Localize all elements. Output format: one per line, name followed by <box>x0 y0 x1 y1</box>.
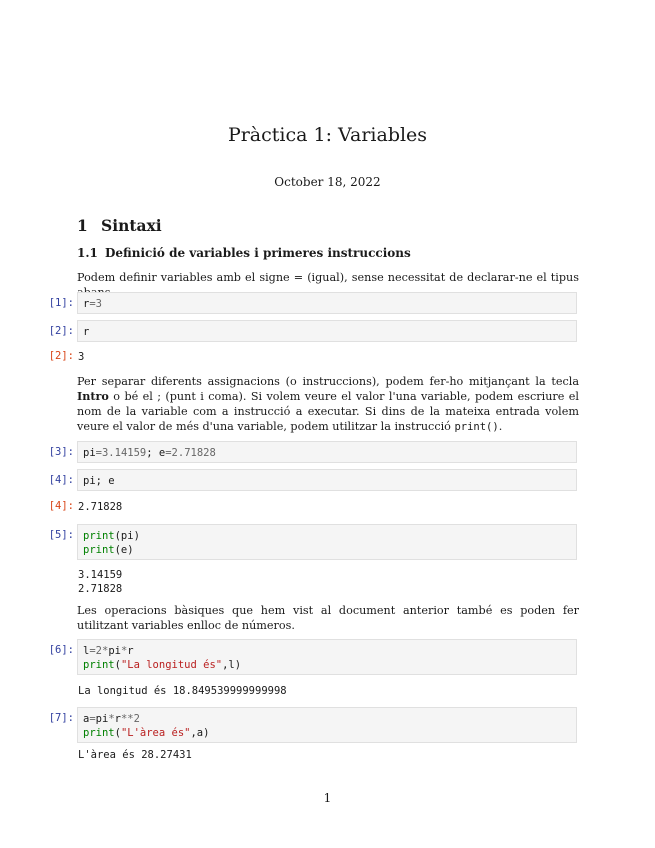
code-token: 2.71828 <box>171 447 216 459</box>
subsection-heading <box>77 246 411 260</box>
code-cell-3[interactable] <box>77 441 577 463</box>
paragraph-text: Per separar diferents assignacions (o instruccions), podem fer-ho mitjançant la tecla <box>77 375 579 388</box>
code-token: r <box>114 713 121 725</box>
code-token: 3.14159 <box>101 447 147 459</box>
code-token: r <box>127 645 134 657</box>
code-token: = <box>89 713 96 725</box>
inline-code: print() <box>454 421 499 433</box>
code-token: "La longitud és" <box>120 659 223 671</box>
output-text-4: 2.71828 <box>78 501 123 513</box>
output-prompt-4: [4]: <box>48 500 74 512</box>
code-token: = <box>89 645 96 657</box>
paragraph-operations: Les operacions bàsiques que hem vist al document anterior també es poden fer utilitzant variables enlloc de números. <box>77 604 579 632</box>
document-title: Pràctica 1: Variables <box>227 124 428 146</box>
code-cell-4[interactable] <box>77 469 577 491</box>
code-token: a <box>83 713 90 725</box>
code-token: ** <box>120 713 134 725</box>
paragraph-text: . <box>498 420 503 433</box>
code-token: ( <box>114 659 121 671</box>
code-token: ,l) <box>222 659 242 671</box>
code-token: (e) <box>114 544 134 556</box>
paragraph-separators <box>77 374 579 435</box>
code-token: * <box>120 645 128 657</box>
paragraph-intro: Podem definir variables amb el signe = (igual), sense necessitat de declarar-ne el tipus <box>77 271 579 284</box>
input-prompt-2: [2]: <box>48 325 74 337</box>
code-token: = <box>95 447 102 459</box>
output-text-2: 3 <box>78 351 85 363</box>
input-prompt-1: [1]: <box>48 297 74 309</box>
code-cell-5[interactable] <box>77 524 577 560</box>
code-token: pi; e <box>83 475 115 487</box>
code-cell-7[interactable] <box>77 707 577 743</box>
code-token: l <box>83 645 90 657</box>
code-token: r <box>83 326 90 338</box>
code-token: ; e <box>146 447 166 459</box>
code-token: pi <box>83 447 96 459</box>
code-token: = <box>89 298 96 310</box>
key-name: Intro <box>77 389 109 403</box>
section-number: 1 <box>77 216 88 235</box>
code-token: 2 <box>133 713 140 725</box>
paragraph-text: o bé el ; (punt i coma). Si volem veure el valor l'una variable, podem escriure el nom de la variable com a instrucció a executar. Si dins de la mateixa entrada volem veure el valor de més d'una variable, podem utilitzar la instrucció <box>77 390 579 433</box>
code-token: r <box>83 298 90 310</box>
output-prompt-2: [2]: <box>48 350 74 362</box>
document-date: October 18, 2022 <box>274 175 381 189</box>
input-prompt-7: [7]: <box>48 712 74 724</box>
input-prompt-5: [5]: <box>48 529 74 541</box>
code-token: 3 <box>95 298 102 310</box>
code-token: pi <box>108 645 121 657</box>
code-token: "L'àrea és" <box>120 727 191 739</box>
code-token: print <box>83 530 115 542</box>
output-text-5: 3.14159 2.71828 <box>78 569 123 595</box>
code-token: pi <box>95 713 109 725</box>
code-token: (pi) <box>114 530 140 542</box>
code-token: print <box>83 727 115 739</box>
section-title: Sintaxi <box>101 216 162 235</box>
output-text-6: La longitud és 18.849539999999998 <box>78 685 287 697</box>
code-cell-6[interactable] <box>77 639 577 675</box>
code-token: ( <box>114 727 121 739</box>
code-token: print <box>83 659 115 671</box>
input-prompt-6: [6]: <box>48 644 74 656</box>
code-token: print <box>83 544 115 556</box>
code-token: * <box>108 713 115 725</box>
code-token: ,a) <box>190 727 210 739</box>
subsection-number: 1.1 <box>77 246 98 260</box>
section-heading <box>77 216 162 235</box>
output-text-7: L'àrea és 28.27431 <box>78 749 192 761</box>
code-token: 2 <box>95 645 102 657</box>
code-cell-1[interactable] <box>77 292 577 314</box>
code-token: * <box>101 645 109 657</box>
input-prompt-4: [4]: <box>48 474 74 486</box>
input-prompt-3: [3]: <box>48 446 74 458</box>
subsection-title: Definició de variables i primeres instruccions <box>105 246 411 260</box>
code-cell-2[interactable] <box>77 320 577 342</box>
page-number: 1 <box>323 791 332 805</box>
code-token: = <box>165 447 172 459</box>
